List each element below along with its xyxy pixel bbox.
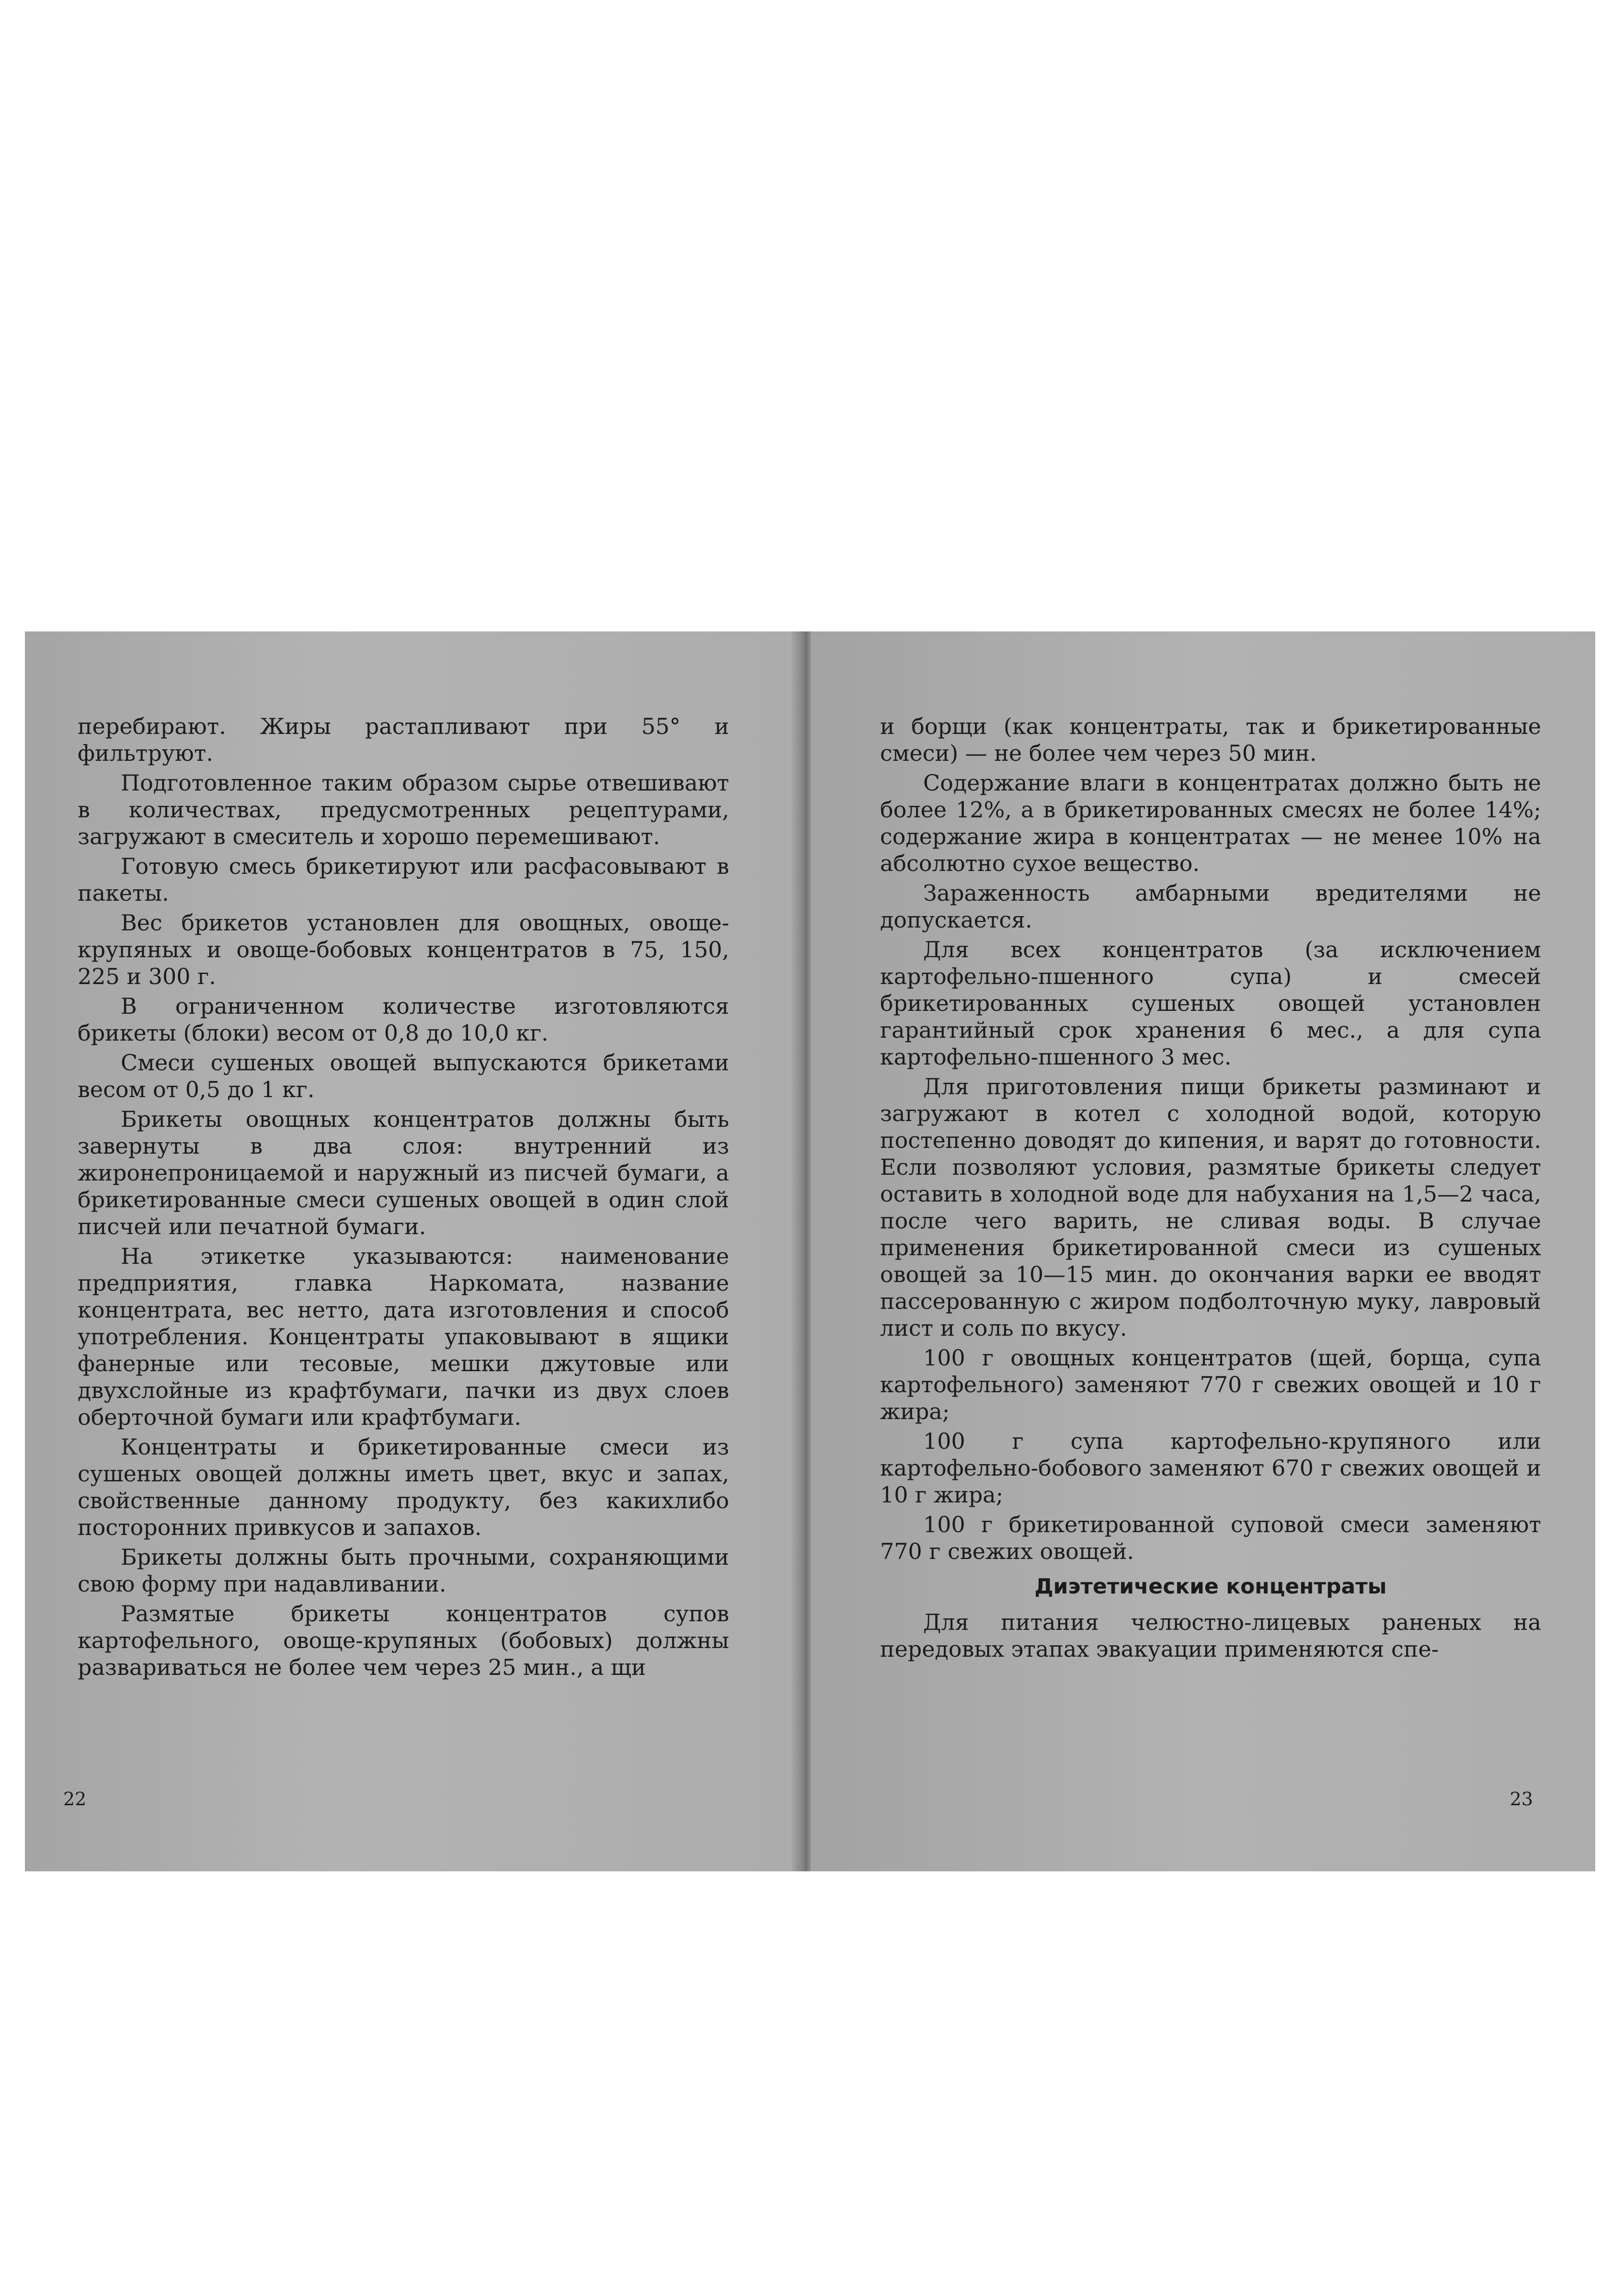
paragraph: 100 г овощных концентратов (щей, борща, супа картофельного) заменяют 770 г свежих овощей и 10 г жира; [880,1345,1541,1424]
paragraph: Вес брикетов установлен для овощных, овоще-крупяных и овоще-бобовых концентратов в 75, 150, 225 и 300 г. [78,910,729,989]
section-heading: Диэтетические концентраты [1034,1574,1387,1599]
paragraph: Для всех концентратов (за исключением картофельно-пшенного супа) и смесей брикетированных сушеных овощей установлен гарантийный срок хранения 6 мес., а для супа картофельно-пшенного 3 мес. [880,937,1541,1070]
paragraph: Готовую смесь брикетируют или расфасовывают в пакеты. [78,853,729,906]
paragraph: Смеси сушеных овощей выпускаются брикетами весом от 0,5 до 1 кг. [78,1050,729,1102]
paragraph: и борщи (как концентраты, так и брикетированные смеси) — не более чем через 50 мин. [880,713,1541,766]
paragraph: Содержание влаги в концентратах должно быть не более 12%, а в брикетированных смесях не более 14%; содержание жира в концентратах — не менее 10% на абсолютно сухое вещество. [880,770,1541,876]
paragraph: На этикетке указываются: наименование предприятия, главка Наркомата, название концентрата, вес нетто, дата изготовления и способ употребления. Концентраты упаковывают в ящики фанерные или тесовые, мешки джутовые или двухслойные из крафтбумаги, пачки из двух слоев оберточной бумаги или крафтбумаги. [78,1243,729,1430]
paragraph: Подготовленное таким образом сырье отвешивают в количествах, предусмотренных рецептурами, загружают в смеситель и хорошо перемешивают. [78,770,729,849]
paragraph: 100 г брикетированной суповой смеси заменяют 770 г свежих овощей. [880,1512,1541,1564]
book-spread [25,631,1595,1871]
paragraph: перебирают. Жиры растапливают при 55° и фильтруют. [78,713,729,766]
paragraph: В ограниченном количестве изготовляются брикеты (блоки) весом от 0,8 до 10,0 кг. [78,993,729,1046]
paragraph: 100 г супа картофельно-крупяного или картофельно-бобового заменяют 670 г свежих овощей и 10 г жира; [880,1428,1541,1508]
paragraph: Для приготовления пищи брикеты разминают и загружают в котел с холодной водой, которую постепенно доводят до кипения, и варят до готовности. Если позволяют условия, размятые брикеты следует оставить в холодной воде для набухания на 1,5—2 часа, после чего варить, не сливая воды. В случае применения брикетированной смеси из сушеных овощей за 10—15 мин. до окончания варки ее вводят пассерованную с жиром подболточную муку, лавровый лист и соль по вкусу. [880,1074,1541,1341]
paragraph: Размятые брикеты концентратов супов картофельного, овоще-крупяных (бобовых) должны развариваться не более чем через 25 мин., а щи [78,1601,729,1680]
page-number-right: 23 [1510,1788,1533,1810]
left-page-text [78,713,729,1684]
right-page-text [880,713,1541,1665]
paragraph: Для питания челюстно-лицевых раненых на передовых этапах эвакуации применяются спе- [880,1609,1541,1662]
paragraph: Зараженность амбарными вредителями не допускается. [880,880,1541,933]
paragraph: Брикеты должны быть прочными, сохраняющими свою форму при надавливании. [78,1544,729,1597]
page-number-left: 22 [63,1788,87,1810]
right-page [811,631,1595,1871]
paragraph: Концентраты и брикетированные смеси из сушеных овощей должны иметь цвет, вкус и запах, свойственные данному продукту, без какихлибо посторонних привкусов и запахов. [78,1434,729,1540]
paragraph: Брикеты овощных концентратов должны быть завернуты в два слоя: внутренний из жиронепроницаемой и наружный из писчей бумаги, а брикетированные смеси сушеных овощей в один слой писчей или печатной бумаги. [78,1106,729,1239]
left-page [25,631,801,1871]
